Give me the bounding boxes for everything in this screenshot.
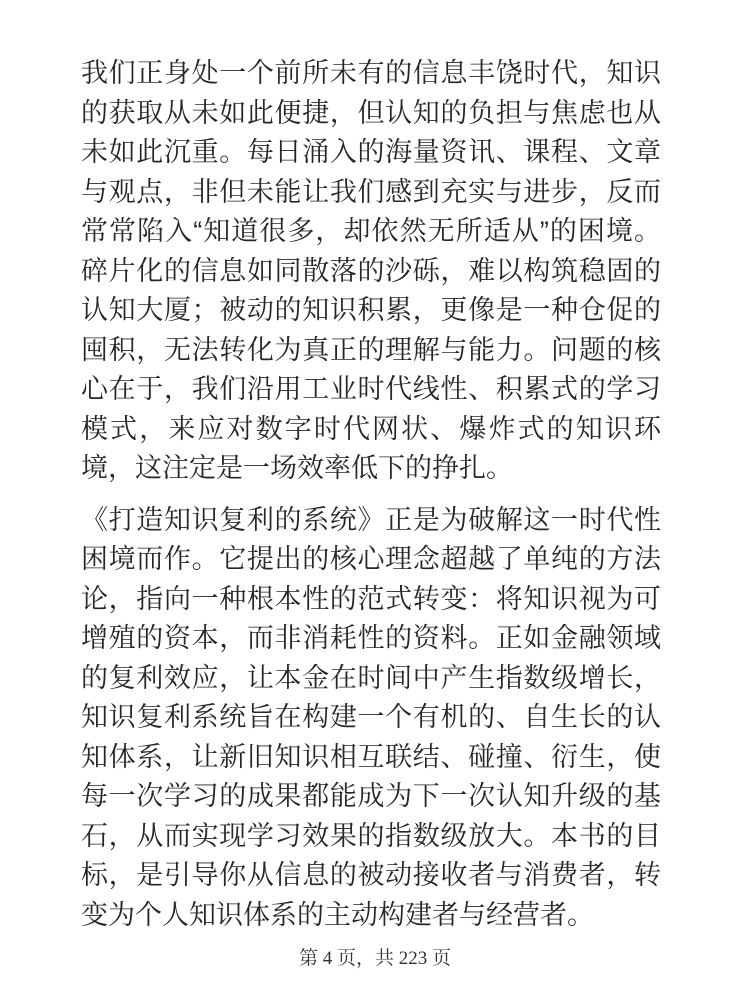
- paragraph-intro-information-age: 我们正身处一个前所未有的信息丰饶时代，知识的获取从未如此便捷，但认知的负担与焦虑也从未如此沉重。每日涌入的海量资讯、课程、文章与观点，非但未能让我们感到充实与进步，反而常常陷入“知道很多，却依然无所适从”的困境。碎片化的信息如同散落的沙砾，难以构筑稳固的认知大厦；被动的知识积累，更像是一种仓促的囤积，无法转化为真正的理解与能力。问题的核心在于，我们沿用工业时代线性、积累式的学习模式，来应对数字时代网状、爆炸式的知识环境，这注定是一场效率低下的挣扎。: [81, 58, 661, 483]
- page-number-label: 第 4 页，共 223 页: [298, 948, 451, 969]
- page-footer: [0, 946, 750, 972]
- paragraph-book-purpose: 《打造知识复利的系统》正是为破解这一时代性困境而作。它提出的核心理念超越了单纯的方法论，指向一种根本性的范式转变：将知识视为可增殖的资本，而非消耗性的资料。正如金融领域的复利效应，让本金在时间中产生指数级增长，知识复利系统旨在构建一个有机的、自生长的认知体系，让新旧知识相互联结、碰撞、衍生，使每一次学习的成果都能成为下一次认知升级的基石，从而实现学习效果的指数级放大。本书的目标，是引导你从信息的被动接收者与消费者，转变为个人知识体系的主动构建者与经营者。: [81, 504, 661, 930]
- page-body: [81, 54, 661, 935]
